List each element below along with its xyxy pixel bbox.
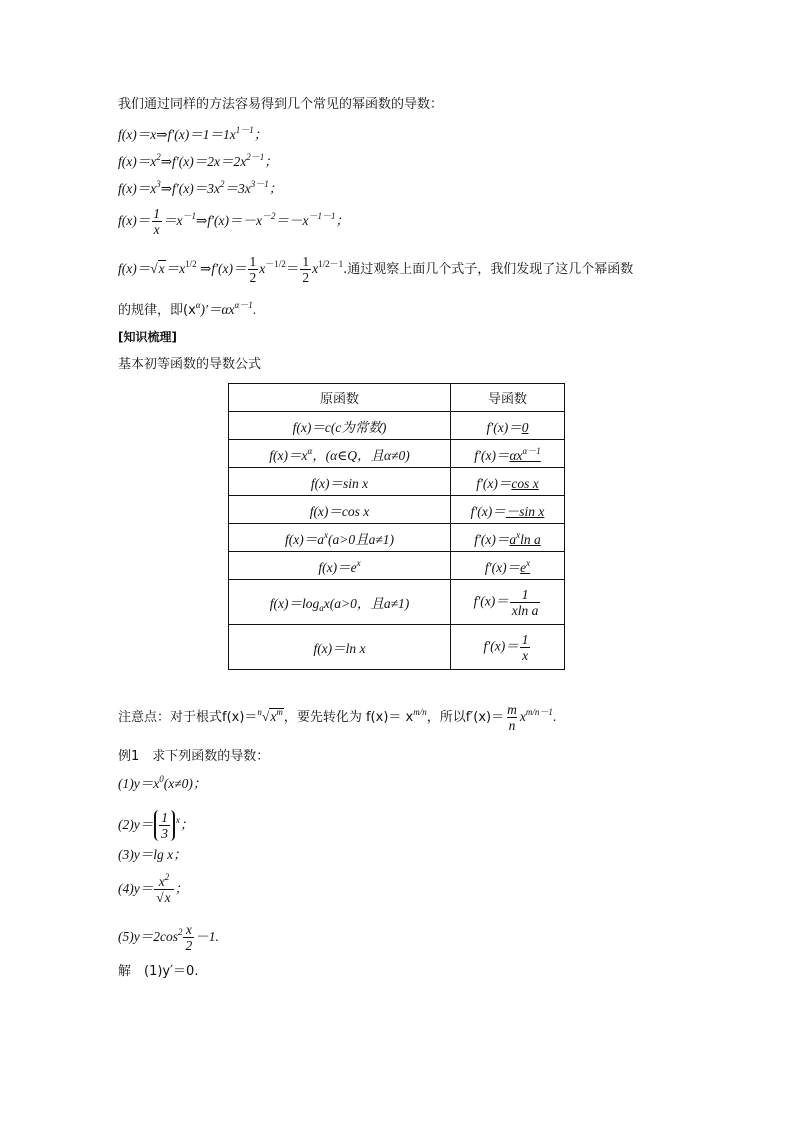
section-label: [知识梳理] [118, 330, 177, 344]
original-cell: f(x)＝sin x [229, 468, 451, 496]
example-problem-5: $(5)y=2\cos^2$ $\frac{x}{2}$ －1. [118, 922, 219, 954]
derivative-formula-table [228, 383, 565, 670]
original-cell: f(x)＝cos x [229, 496, 451, 524]
derivative-cell: $f'(x)=e^x$ [451, 552, 565, 580]
example-title: 例1 求下列函数的导数： [118, 749, 270, 764]
example-problem-2: (2)y＝ $\frac{1}{3}$ $^x$； [118, 810, 194, 842]
header-original-function: 原函数 [229, 384, 451, 412]
table-row [229, 625, 565, 670]
original-cell: $f(x)=\log_ax(a>0$，且a≠1) [229, 580, 451, 625]
derivative-cell: f′(x)＝－sin x [451, 496, 565, 524]
derivation-line-2: $f(x)=x^2\Rightarrow f'(x)=2x=2x^{2-1}$； [118, 152, 278, 169]
derivation-line-1: $f(x)=x\Rightarrow f'(x)=1=1x^{1-1}$； [118, 125, 268, 142]
header-derivative: 导函数 [451, 384, 565, 412]
derivative-cell: f′(x)＝0 [451, 412, 565, 440]
example-problem-1: $(1)y=x^0(x\ne 0)$； [118, 774, 207, 791]
derivation-line-6: 的规律，即$(x^\alpha)'=\alpha x^{\alpha-1}$. [118, 300, 257, 318]
table-row [229, 412, 565, 440]
table-row [229, 468, 565, 496]
note-line: 注意点：对于根式$f(x)=^n√x^m$，要先转化为 $f(x)= x^{m/n}$，所以f′(x)＝ $\frac{m}{n}$ $x^{m/n-1}$. [118, 702, 557, 734]
derivative-cell: $f'(x)=\alpha x^{\alpha-1}$ [451, 440, 565, 468]
derivative-cell: f′(x)＝ $\frac{1}{\text{xln a}}$ [451, 580, 565, 625]
table-row [229, 440, 565, 468]
derivative-cell: f′(x)＝cos x [451, 468, 565, 496]
example-problem-4: (4)y＝ $\frac{x^2}{√x}$ ； [118, 872, 189, 906]
derivation-line-5: $f(x)=√x=x^{1/2}$ ⇒f′(x)＝ $\frac{1}{2}$ $x^{-1/2}=$ $\frac{1}{2}$ $x^{1/2-1}$.通过观察上面几个式子，我们发现了这几个幂函数 [118, 254, 634, 286]
derivation-line-3: $f(x)=x^3\Rightarrow f'(x)=3x^2=3x^{3-1}$； [118, 179, 283, 196]
table-row [229, 580, 565, 625]
solution-line: 解 (1)y′＝0. [118, 964, 199, 979]
original-cell: f(x)＝ln x [229, 625, 451, 670]
table-row [229, 524, 565, 552]
original-cell: $f(x)=a^x(a>0$且a≠1) [229, 524, 451, 552]
original-cell: $f(x)=e^x$ [229, 552, 451, 580]
table-row [229, 552, 565, 580]
table-heading: 基本初等函数的导数公式 [118, 357, 262, 372]
table-row [229, 496, 565, 524]
original-cell: $f(x)=x^\alpha$，(α∈Q，且α≠0) [229, 440, 451, 468]
derivative-cell: f′(x)＝ $\frac{1}{x}$ [451, 625, 565, 670]
intro-text: 我们通过同样的方法容易得到几个常见的幂函数的导数： [118, 97, 444, 112]
derivation-line-4: f(x)＝ $\frac{1}{x}$ $=x^{-1}\Rightarrow f'(x)=-x^{-2}=-x^{-1-1}$； [118, 206, 350, 238]
table-header-row [229, 384, 565, 412]
original-cell: f(x)＝c(c为常数) [229, 412, 451, 440]
derivative-cell: $f'(x)=a^x\ln$ a [451, 524, 565, 552]
example-problem-3: (3)y＝lg x； [118, 847, 187, 862]
